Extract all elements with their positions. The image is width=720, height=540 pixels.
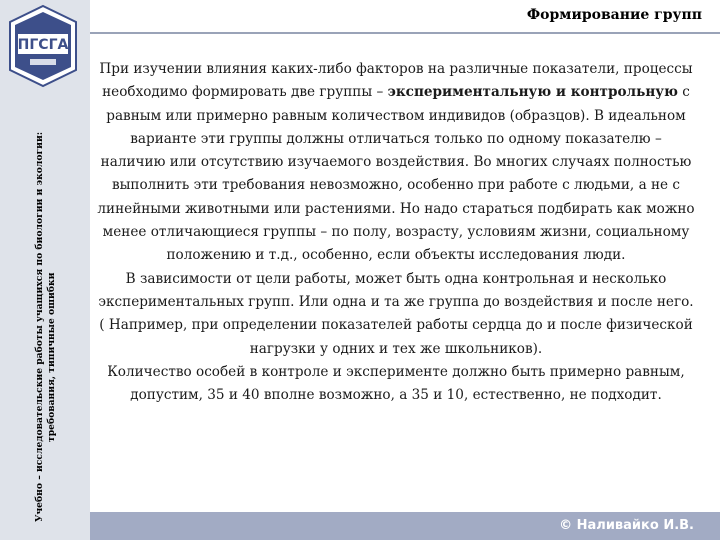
vertical-caption-line2: требования, типичные ошибки — [46, 272, 57, 442]
paragraph-1: При изучении влияния каких-либо факторов на различные показатели, процессы необходимо формировать две группы – экспериментальную и контрольную с равным или примерно равным количеством индивидов (образцов). В идеальном варианте эти группы должны отличаться только по одному показателю – наличию или отсутствию изучаемого воздействия. Во многих случаях полностью выполнить эти требования невозможно, особенно при работе с людьми, а не с линейными животными или растениями. Но надо стараться подбирать как можно менее отличающиеся группы – по полу, возрасту, условиям жизни, социальному положению и т.д., особенно, если объекты исследования люди. — [97, 61, 695, 264]
university-logo — [6, 4, 80, 88]
paragraph-2: В зависимости от цели работы, может быть одна контрольная и несколько экспериментальных групп. Или одна и та же группа до воздействия и после него.( Например, при определении показателей работы сердца до и после физической нагрузки у одних и тех же школьников). — [98, 270, 694, 357]
paragraph-3: Количество особей в контроле и эксперименте должно быть примерно равным, допустим, 35 и 40 вполне возможно, а 35 и 10, естественно, не подходит. — [107, 363, 685, 404]
copyright-text: © Наливайко И.В. — [559, 518, 694, 533]
footer-bar — [90, 512, 720, 540]
main-text — [96, 58, 696, 407]
vertical-caption-line1: Учебно – исследовательские работы учащихся по биологии и экологии: — [34, 131, 45, 522]
sidebar-vertical-caption — [2, 110, 88, 522]
sidebar — [0, 0, 90, 540]
svg-text:Учебно – исследовательские раб — [34, 129, 57, 522]
header-divider — [90, 32, 720, 34]
page-title: Формирование групп — [526, 7, 702, 23]
logo-text: ПГСГА — [17, 37, 69, 53]
emphasis-groups: экспериментальную и контрольную — [387, 84, 678, 101]
